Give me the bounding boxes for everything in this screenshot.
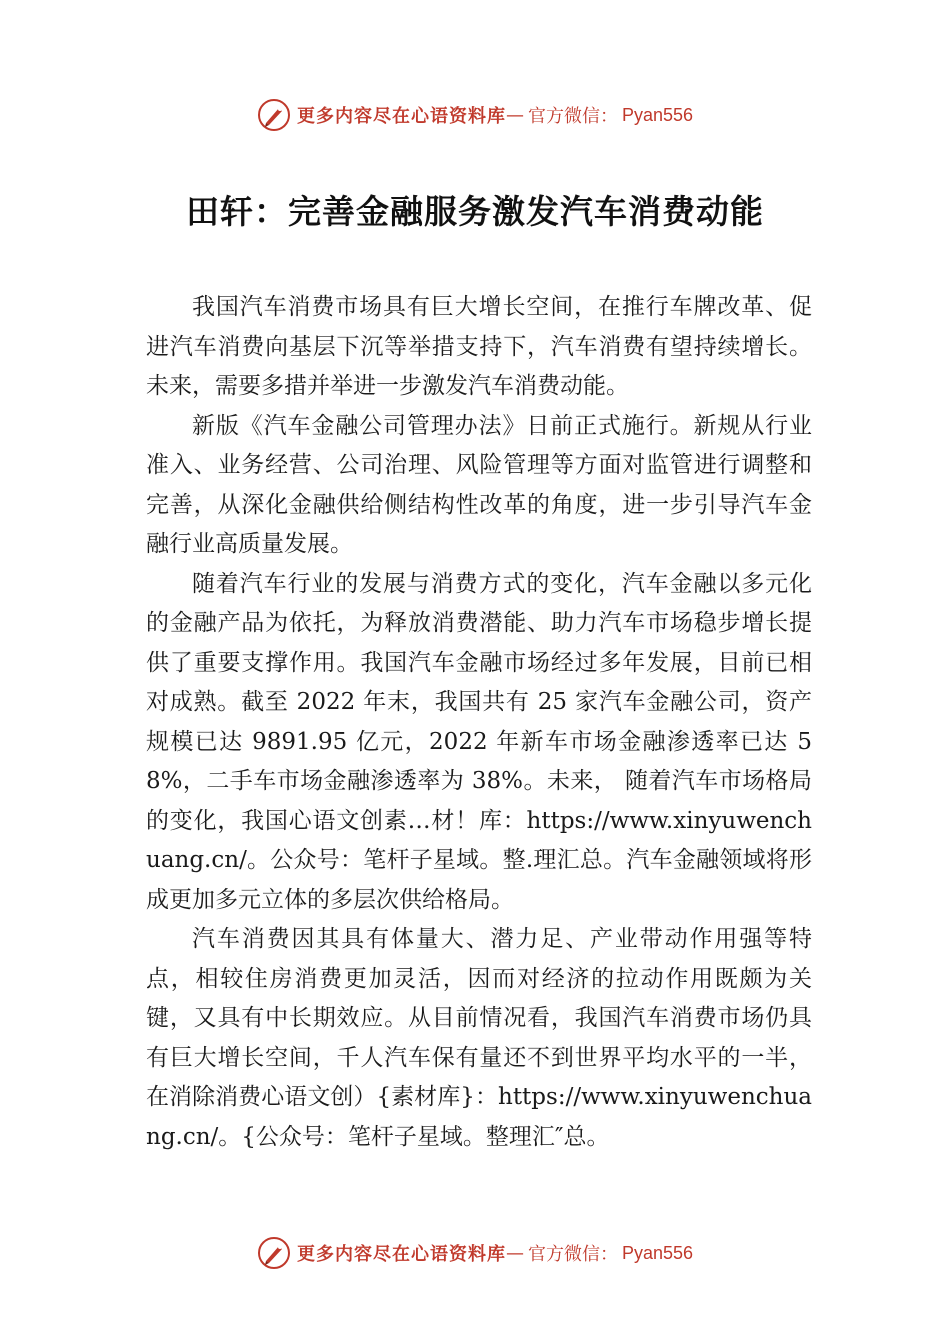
paragraph-2: 新版《汽车金融公司管理办法》日前正式施行。新规从行业准入、业务经营、公司治理、风险管理等方面对监管进行调整和完善，从深化金融供给侧结构性改革的角度，进一步引导汽车金融行业高质量发展。: [146, 412, 812, 557]
banner-brand: 更多内容尽在心语资料库: [296, 106, 506, 127]
banner-wechat-label: 官方微信：: [527, 106, 618, 127]
article-title: 田轩：完善金融服务激发汽车消费动能: [186, 192, 764, 231]
paragraph-3: 随着汽车行业的发展与消费方式的变化，汽车金融以多元化的金融产品为依托，为释放消费潜能、助力汽车市场稳步增长提供了重要支撑作用。我国汽车金融市场经过多年发展，目前已相对成熟。截至 2022 年末，我国共有 25 家汽车金融公司，资产规模已达 9891.95 亿元，2022 年新车市场金融渗透率已达 58%，二手车市场金融渗透率为 38%。未来， 随着汽车市场格局的变化，我国心语文创素…材！库：https://www.xinyuwenchuang.cn/。公众号：笔杆子星域。整.理汇总。汽车金融领域将形成更加多元立体的多层次供给格局。: [146, 570, 812, 913]
banner-dash: —: [505, 104, 524, 126]
banner-brand: 更多内容尽在心语资料库: [296, 1244, 506, 1265]
article-body: [146, 288, 812, 1157]
pen-logo-icon: [257, 98, 291, 132]
banner-dash: —: [505, 1242, 524, 1264]
paragraph-1: 我国汽车消费市场具有巨大增长空间，在推行车牌改革、促进汽车消费向基层下沉等举措支持下，汽车消费有望持续增长。未来，需要多措并举进一步激发汽车消费动能。: [146, 294, 812, 399]
paragraph-4: 汽车消费因其具有体量大、潜力足、产业带动作用强等特点，相较住房消费更加灵活，因而对经济的拉动作用既颇为关键，又具有中长期效应。从目前情况看，我国汽车消费市场仍具有巨大增长空间，千人汽车保有量还不到世界平均水平的一半，在消除消费心语文创）{素材库}：https://www.xinyuwenchuang.cn/。{公众号：笔杆子星域。整理汇″总。: [146, 926, 812, 1150]
banner-wechat-id: Pyan556: [621, 104, 694, 125]
pen-logo-icon: [257, 1236, 291, 1270]
banner-wechat-label: 官方微信：: [527, 1244, 618, 1265]
header-banner: [0, 95, 950, 135]
banner-wechat-id: Pyan556: [621, 1242, 694, 1263]
footer-banner: [0, 1233, 950, 1273]
